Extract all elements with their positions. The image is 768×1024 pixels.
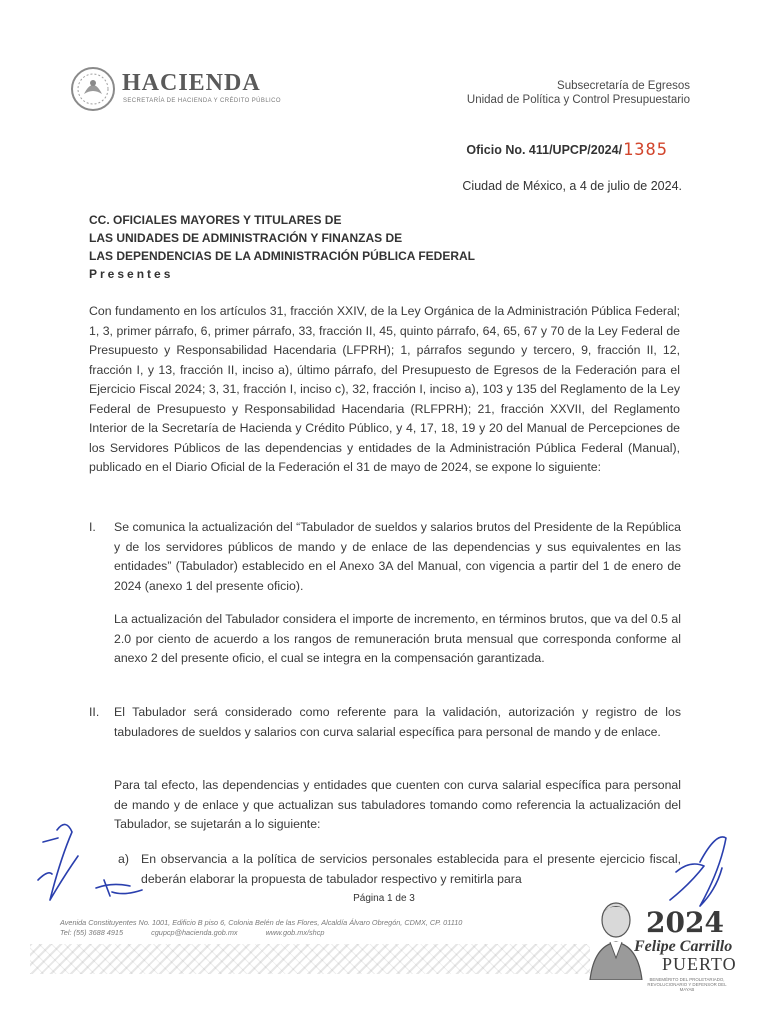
year-2024-logo: 2024: [646, 906, 724, 939]
item-2-paragraph-1: El Tabulador será considerado como referente para la validación, autorización y registro de los tabuladores de sueldos y salarios con curva salarial específica para personal de mando y de enlace.: [114, 705, 681, 739]
oficio-number: [466, 140, 668, 160]
footer-contacts: [60, 928, 350, 937]
item-1-paragraph-1: Se comunica la actualización del “Tabulador de sueldos y salarios brutos del Presidente de la República y de los servidores públicos de mando y de enlace de las dependencias y sus equivalentes en las entidades” (Tabulador) establecido en el Anexo 3A del Manual, con vigencia a partir del 1 de enero de 2024 (anexo 1 del presente oficio).: [114, 520, 681, 593]
unidad-label: Unidad de Política y Control Presupuestario: [466, 94, 690, 106]
sub-item-a-marker: a): [118, 852, 129, 866]
item-2-marker: II.: [89, 705, 100, 719]
felipe-carrillo-surname: PUERTO: [662, 954, 737, 974]
logo-subtitle: SECRETARÍA DE HACIENDA Y CRÉDITO PÚBLICO: [123, 98, 281, 104]
presentes-label: Presentes: [89, 267, 174, 281]
addressee-line-2: LAS UNIDADES DE ADMINISTRACIÓN Y FINANZAS DE: [89, 231, 403, 245]
addressee-line-3: LAS DEPENDENCIAS DE LA ADMINISTRACIÓN PÚBLICA FEDERAL: [89, 249, 476, 263]
footer-website: www.gob.mx/shcp: [265, 928, 325, 937]
item-1-paragraph-2: La actualización del Tabulador considera el importe de incremento, en términos brutos, que va del 0.5 al 2.0 por ciento de acuerdo a los rangos de remuneración bruta mensual que corresponda conforme al anexo 2 del presente oficio, el cual se integra en la compensación garantizada.: [114, 612, 681, 665]
footer-address: Avenida Constituyentes No. 1001, Edificio B piso 6, Colonia Belén de las Flores, Alcaldía Álvaro Obregón, CDMX, CP. 01110: [60, 918, 463, 927]
footer-decorative-pattern: [30, 944, 590, 974]
date-line: Ciudad de México, a 4 de julio de 2024.: [462, 179, 682, 193]
footer-email: cgupcp@hacienda.gob.mx: [151, 928, 238, 937]
intro-paragraph: Con fundamento en los artículos 31, fracción XXIV, de la Ley Orgánica de la Administración Pública Federal; 1, 3, primer párrafo, 6, primer párrafo, 33, fracción II, 45, quinto párrafo, 64, 65, 67 y 70 de la Ley Federal de Presupuesto y Responsabilidad Hacendaria (LFPRH); 1, párrafos segundo y tercero, 9, fracción II, 12, fracción I, y 13, fracción II, inciso a), último párrafo, del Presupuesto de Egresos de la Federación para el Ejercicio Fiscal 2024; 3, 31, fracción I, inciso c), 32, fracción I, inciso a), 103 y 135 del Reglamento de la Ley Federal de Presupuesto y Responsabilidad Hacendaria (RLFPRH); 21, fracción XXVII, del Reglamento Interior de la Secretaría de Hacienda y Crédito Público, y 4, 17, 18, 19 y 20 del Manual de Percepciones de los Servidores Públicos de las dependencias y entidades de la Administración Pública Federal (Manual), publicado en el Diario Oficial de la Federación el 31 de mayo de 2024, se expone lo siguiente:: [89, 304, 680, 474]
page-number: Página 1 de 3: [353, 893, 415, 904]
item-2-paragraph-2: Para tal efecto, las dependencias y entidades que cuenten con curva salarial específica para personal de mando y de enlace y que actualizan sus tabuladores tomando como referencia la actualización del Tabulador, se sujetarán a lo siguiente:: [114, 778, 681, 831]
logo-wordmark: HACIENDA: [122, 70, 261, 96]
footer-phone: Tel: (55) 3688 4915: [60, 928, 124, 937]
felipe-carrillo-caption: BENEMÉRITO DEL PROLETARIADO, REVOLUCIONARIO Y DEFENSOR DEL MAYAB: [647, 977, 727, 992]
felipe-carrillo-name: Felipe Carrillo: [634, 938, 733, 955]
oficio-folio-stamp: 1385: [623, 140, 668, 160]
addressee-line-1: CC. OFICIALES MAYORES Y TITULARES DE: [89, 213, 342, 227]
subsecretaria-label: Subsecretaría de Egresos: [557, 80, 690, 92]
sub-item-a-paragraph: En observancia a la política de servicios personales establecida para el presente ejercicio fiscal, deberán elaborar la propuesta de tabulador respectivo y remitirla para: [141, 852, 681, 886]
coat-of-arms-seal-icon: [70, 66, 116, 112]
oficio-label: Oficio No. 411/UPCP/2024/: [466, 143, 623, 157]
item-1-marker: I.: [89, 520, 96, 534]
